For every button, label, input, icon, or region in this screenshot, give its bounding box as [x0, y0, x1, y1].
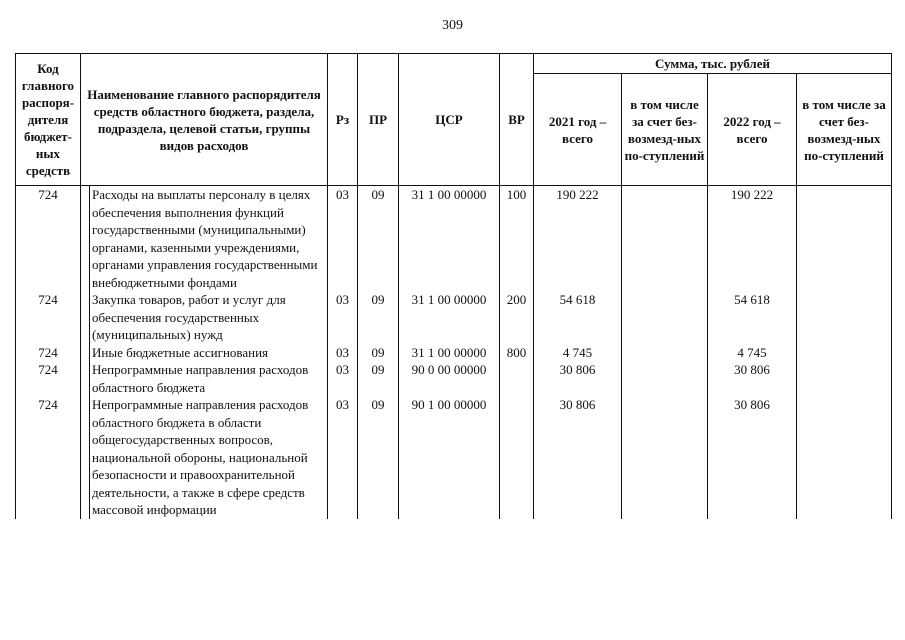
cell-name: Иные бюджетные ассигнования — [90, 344, 328, 362]
cell-vr: 800 — [500, 344, 534, 362]
cell-csr: 90 0 00 00000 — [399, 361, 500, 396]
cell-rz: 03 — [328, 344, 358, 362]
cell-pr: 09 — [358, 396, 399, 519]
cell-2022-free — [797, 186, 892, 292]
cell-rz: 03 — [328, 186, 358, 292]
cell-2021-total: 30 806 — [534, 361, 622, 396]
header-2022-total: 2022 год – всего — [708, 74, 797, 186]
table-row — [16, 361, 892, 396]
cell-2022-free — [797, 291, 892, 344]
cell-spacer — [81, 291, 90, 344]
cell-2021-total: 190 222 — [534, 186, 622, 292]
cell-vr — [500, 361, 534, 396]
cell-rz: 03 — [328, 291, 358, 344]
cell-spacer — [81, 344, 90, 362]
cell-vr — [500, 396, 534, 519]
cell-2021-total: 54 618 — [534, 291, 622, 344]
cell-csr: 31 1 00 00000 — [399, 344, 500, 362]
page-number: 309 — [442, 18, 463, 33]
cell-csr: 90 1 00 00000 — [399, 396, 500, 519]
cell-2021-free — [622, 361, 708, 396]
header-sum-group: Сумма, тыс. рублей — [534, 54, 892, 74]
header-2022-free: в том числе за счет без-возмезд-ных по-ступлений — [797, 74, 892, 186]
cell-code: 724 — [16, 344, 81, 362]
header-code: Код главного распоря-дителя бюджет-ных средств — [16, 54, 81, 186]
cell-2021-free — [622, 291, 708, 344]
cell-code: 724 — [16, 361, 81, 396]
cell-2022-total: 30 806 — [708, 396, 797, 519]
table-row — [16, 344, 892, 362]
cell-2022-free — [797, 396, 892, 519]
table-row — [16, 291, 892, 344]
cell-2021-total: 4 745 — [534, 344, 622, 362]
header-pr: ПР — [358, 54, 399, 186]
cell-2022-total: 4 745 — [708, 344, 797, 362]
cell-csr: 31 1 00 00000 — [399, 291, 500, 344]
cell-pr: 09 — [358, 361, 399, 396]
header-2021-total: 2021 год – всего — [534, 74, 622, 186]
cell-spacer — [81, 361, 90, 396]
cell-name: Закупка товаров, работ и услуг для обеспечения государственных (муниципальных) нужд — [90, 291, 328, 344]
cell-name: Расходы на выплаты персоналу в целях обеспечения выполнения функций государственными (муниципальными) органами, казенными учреждениями, органами управления государственными внебюджетными фондами — [90, 186, 328, 292]
cell-2021-total: 30 806 — [534, 396, 622, 519]
header-csr: ЦСР — [399, 54, 500, 186]
cell-pr: 09 — [358, 291, 399, 344]
table-row — [16, 396, 892, 519]
cell-name: Непрограммные направления расходов областного бюджета в области общегосударственных вопросов, национальной обороны, национальной безопасности и правоохранительной деятельности, а также в сфере средств массовой информации — [90, 396, 328, 519]
cell-code: 724 — [16, 396, 81, 519]
cell-rz: 03 — [328, 361, 358, 396]
cell-2022-total: 54 618 — [708, 291, 797, 344]
cell-2022-total: 30 806 — [708, 361, 797, 396]
cell-pr: 09 — [358, 344, 399, 362]
cell-spacer — [81, 186, 90, 292]
header-name: Наименование главного распорядителя средств областного бюджета, раздела, подраздела, целевой статьи, группы видов расходов — [81, 54, 328, 186]
cell-2022-free — [797, 344, 892, 362]
cell-spacer — [81, 396, 90, 519]
cell-2022-total: 190 222 — [708, 186, 797, 292]
header-2021-free: в том числе за счет без-возмезд-ных по-ступлений — [622, 74, 708, 186]
cell-rz: 03 — [328, 396, 358, 519]
cell-name: Непрограммные направления расходов областного бюджета — [90, 361, 328, 396]
cell-code: 724 — [16, 291, 81, 344]
cell-2021-free — [622, 186, 708, 292]
header-rz: Рз — [328, 54, 358, 186]
header-vr: ВР — [500, 54, 534, 186]
cell-2022-free — [797, 361, 892, 396]
cell-2021-free — [622, 344, 708, 362]
table-row — [16, 186, 892, 292]
cell-code: 724 — [16, 186, 81, 292]
cell-vr: 100 — [500, 186, 534, 292]
budget-table — [15, 53, 892, 519]
cell-pr: 09 — [358, 186, 399, 292]
cell-2021-free — [622, 396, 708, 519]
cell-vr: 200 — [500, 291, 534, 344]
cell-csr: 31 1 00 00000 — [399, 186, 500, 292]
